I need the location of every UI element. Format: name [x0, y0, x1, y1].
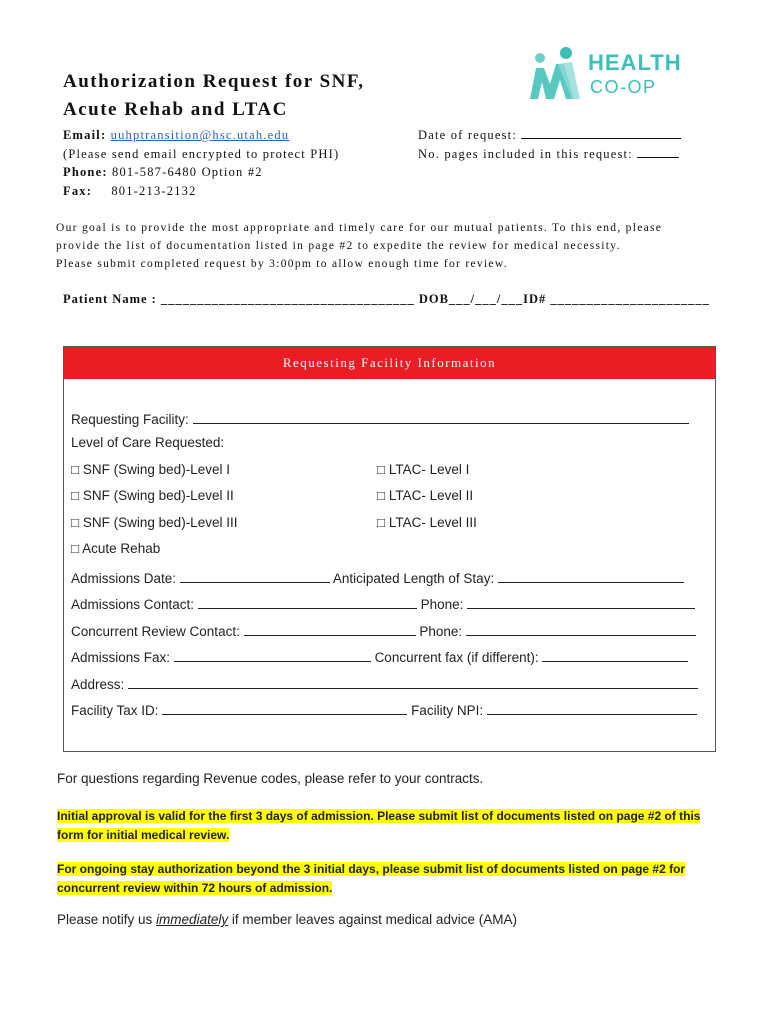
intro-line-1: Our goal is to provide the most appropriate and timely care for our mutual patients. To this end, please: [56, 222, 663, 234]
initial-approval-note: [57, 807, 700, 845]
pages-included-field[interactable]: [637, 145, 679, 158]
requesting-facility-label: Requesting Facility:: [71, 412, 189, 427]
tax-npi-row: [71, 700, 697, 718]
admissions-date-field[interactable]: [180, 568, 330, 583]
admissions-contact-row: [71, 594, 695, 612]
intro-line-3: Please submit completed request by 3:00pm to allow enough time for review.: [56, 258, 508, 270]
intro-line-2: provide the list of documentation listed in page #2 to expedite the review for medical necessity.: [56, 240, 621, 252]
requesting-facility-section: [63, 346, 716, 752]
ama-notice-prefix: Please notify us: [57, 912, 157, 927]
admissions-fax-label: Admissions Fax:: [71, 650, 171, 665]
email-label: Email:: [63, 128, 107, 142]
title-line-1: Authorization Request for SNF,: [63, 71, 365, 92]
option-ltac-level-1[interactable]: □ LTAC- Level I: [377, 462, 470, 477]
concurrent-phone-field[interactable]: [466, 621, 696, 636]
address-row: [71, 674, 698, 692]
people-logo-icon: [528, 44, 588, 104]
fax-label: Fax:: [63, 183, 93, 198]
option-acute-rehab[interactable]: □ Acute Rehab: [71, 541, 161, 556]
concurrent-contact-row: [71, 621, 696, 639]
admissions-date-row: [71, 568, 684, 586]
title-line-2: Acute Rehab and LTAC: [63, 99, 288, 120]
ongoing-stay-line-1: For ongoing stay authorization beyond the 3 initial days, please submit list of documents listed on page #2 for: [57, 862, 686, 876]
revenue-codes-note: For questions regarding Revenue codes, please refer to your contracts.: [57, 771, 484, 786]
ongoing-stay-note: [57, 860, 685, 898]
anticipated-stay-label: Anticipated Length of Stay:: [332, 571, 495, 586]
anticipated-stay-field[interactable]: [498, 568, 684, 583]
intro-paragraph: [56, 219, 716, 273]
level-of-care-label: Level of Care Requested:: [71, 435, 225, 450]
option-snf-level-2[interactable]: □ SNF (Swing bed)-Level II: [71, 488, 234, 503]
date-of-request-label: Date of request:: [418, 128, 518, 142]
concurrent-contact-field[interactable]: [244, 621, 416, 636]
request-info: [418, 126, 681, 163]
concurrent-contact-label: Concurrent Review Contact:: [71, 624, 240, 639]
admissions-phone-field[interactable]: [467, 594, 695, 609]
address-label: Address:: [71, 677, 125, 692]
option-ltac-level-3[interactable]: □ LTAC- Level III: [377, 515, 477, 530]
page-title: [63, 68, 365, 124]
admissions-phone-label: Phone:: [420, 597, 464, 612]
option-ltac-level-2[interactable]: □ LTAC- Level II: [377, 488, 474, 503]
concurrent-phone-label: Phone:: [419, 624, 463, 639]
admissions-fax-field[interactable]: [174, 647, 371, 662]
ama-notice-suffix: if member leaves against medical advice (AMA): [228, 912, 517, 927]
initial-approval-line-2: form for initial medical review.: [57, 828, 230, 842]
option-snf-level-3[interactable]: □ SNF (Swing bed)-Level III: [71, 515, 238, 530]
ongoing-stay-line-2: concurrent review within 72 hours of admission.: [57, 881, 333, 895]
logo-text-coop: CO-OP: [590, 77, 657, 97]
ama-notice: [57, 912, 517, 927]
date-of-request-field[interactable]: [521, 126, 681, 139]
npi-label: Facility NPI:: [411, 703, 484, 718]
email-link[interactable]: uuhptransition@hsc.utah.edu: [110, 128, 290, 142]
pages-included-label: No. pages included in this request:: [418, 146, 633, 161]
phone-label: Phone:: [63, 165, 108, 179]
tax-id-label: Facility Tax ID:: [71, 703, 159, 718]
address-field[interactable]: [128, 674, 698, 689]
requesting-facility-row: [71, 409, 689, 427]
ama-notice-emphasis: immediately: [156, 912, 229, 927]
option-snf-level-1[interactable]: □ SNF (Swing bed)-Level I: [71, 462, 230, 477]
tax-id-field[interactable]: [162, 700, 407, 715]
requesting-facility-field[interactable]: [193, 409, 689, 424]
concurrent-fax-field[interactable]: [542, 647, 688, 662]
section-header: Requesting Facility Information: [64, 347, 715, 379]
fax-row: [71, 647, 688, 665]
fax-value: 801-213-2132: [111, 183, 197, 198]
concurrent-fax-label: Concurrent fax (if different):: [374, 650, 539, 665]
admissions-contact-label: Admissions Contact:: [71, 597, 195, 612]
logo-text-health: HEALTH: [588, 50, 682, 75]
admissions-contact-field[interactable]: [198, 594, 417, 609]
admissions-date-label: Admissions Date:: [71, 571, 177, 586]
initial-approval-line-1: Initial approval is valid for the first 3 days of admission. Please submit list of documents listed on page #2 of this: [57, 809, 701, 823]
contact-info: [63, 126, 339, 200]
phone-value: 801-587-6480 Option #2: [112, 165, 263, 179]
email-note: (Please send email encrypted to protect PHI): [63, 146, 340, 161]
npi-field[interactable]: [487, 700, 697, 715]
patient-info-line[interactable]: Patient Name : ___________________________________ DOB___/___/___ID# ______________________: [63, 292, 710, 306]
health-coop-logo: [528, 44, 682, 104]
